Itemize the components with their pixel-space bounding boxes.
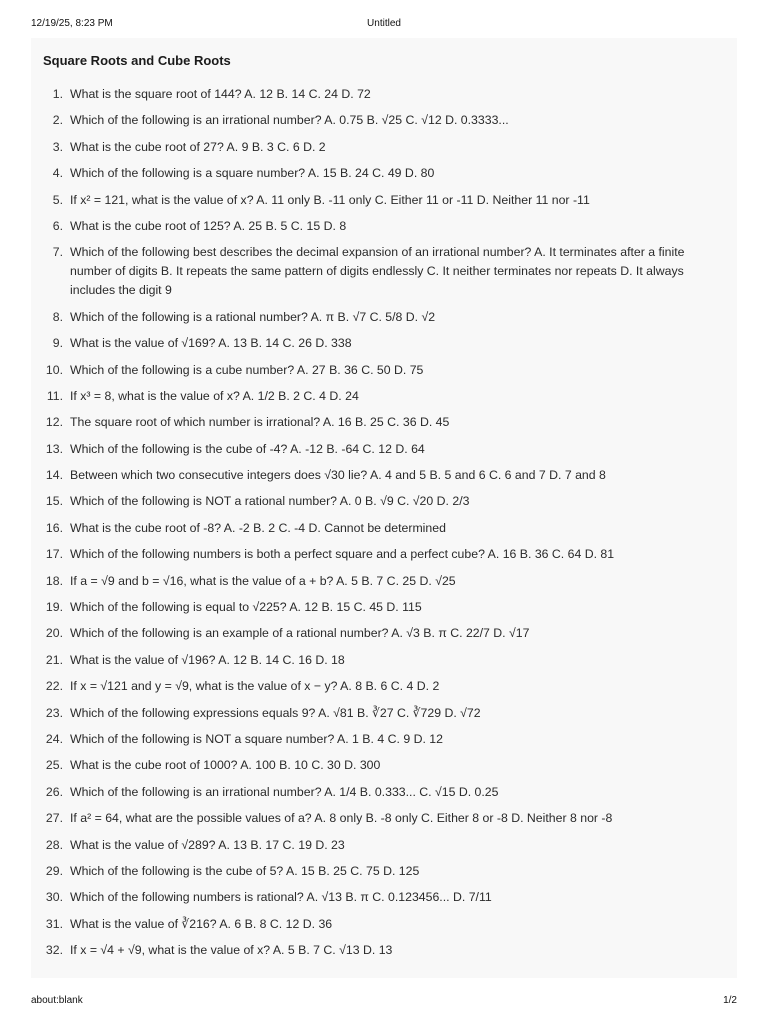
question-text: Which of the following is an example of a rational number? A. √3 B. π C. 22/7 D. √17 [70,626,530,641]
print-header [0,18,768,34]
question-text: If a = √9 and b = √16, what is the value of a + b? A. 5 B. 7 C. 25 D. √25 [70,573,456,588]
question-number: 9. [52,336,63,351]
question-item [31,730,737,749]
print-datetime: 12/19/25, 8:23 PM [31,18,113,29]
question-text: Which of the following is an irrational number? A. 1/4 B. 0.333... C. √15 D. 0.25 [70,784,499,799]
question-text: Which of the following is equal to √225? A. 12 B. 15 C. 45 D. 115 [70,600,422,615]
question-number: 16. [45,520,63,535]
question-text: Which of the following is the cube of 5? A. 15 B. 25 C. 75 D. 125 [70,863,420,878]
question-text: Which of the following is a cube number? A. 27 B. 36 C. 50 D. 75 [70,362,424,377]
question-number: 31. [45,916,63,931]
question-number: 15. [45,494,63,509]
question-number: 17. [45,547,63,562]
question-item [31,191,737,210]
question-number: 5. [52,192,63,207]
question-text: If x = √4 + √9, what is the value of x? A. 5 B. 7 C. √13 D. 13 [70,943,393,958]
question-item [31,836,737,855]
question-text: Which of the following is a square number? A. 15 B. 24 C. 49 D. 80 [70,166,435,181]
question-text: Which of the following is NOT a square number? A. 1 B. 4 C. 9 D. 12 [70,731,443,746]
question-number: 28. [45,837,63,852]
question-item [31,598,737,617]
question-text: Which of the following best describes the decimal expansion of an irrational number? A. It terminates after a finite number of digits B. It repeats the same pattern of digits endlessly C. It neither terminates nor repeats D. It always includes the digit 9 [70,245,685,298]
question-number: 7. [52,245,63,260]
question-text: What is the value of √289? A. 13 B. 17 C. 19 D. 23 [70,837,345,852]
question-item [31,704,737,723]
question-item [31,651,737,670]
question-item [31,915,737,934]
print-url: about:blank [31,995,83,1006]
question-item [31,361,737,380]
print-page-title: Untitled [367,18,401,29]
question-text: If x³ = 8, what is the value of x? A. 1/2 B. 2 C. 4 D. 24 [70,388,359,403]
question-item [31,862,737,881]
question-item [31,243,737,300]
question-item [31,164,737,183]
question-number: 13. [45,441,63,456]
question-item [31,308,737,327]
question-text: What is the cube root of 1000? A. 100 B. 10 C. 30 D. 300 [70,758,381,773]
question-number: 25. [45,758,63,773]
question-item [31,572,737,591]
question-item [31,519,737,538]
question-item [31,217,737,236]
question-item [31,941,737,960]
question-text: What is the cube root of 27? A. 9 B. 3 C. 6 D. 2 [70,139,326,154]
question-number: 14. [45,468,63,483]
question-number: 2. [52,113,63,128]
question-number: 29. [45,863,63,878]
question-item [31,677,737,696]
question-text: If x² = 121, what is the value of x? A. 11 only B. -11 only C. Either 11 or -11 D. Neither 11 nor -11 [70,192,590,207]
question-number: 4. [52,166,63,181]
question-text: Which of the following expressions equals 9? A. √81 B. ∛27 C. ∛729 D. √72 [70,705,481,720]
question-number: 23. [45,705,63,720]
question-number: 3. [52,139,63,154]
question-number: 1. [52,87,63,101]
question-text: Between which two consecutive integers does √30 lie? A. 4 and 5 B. 5 and 6 C. 6 and 7 D. 7 and 8 [70,468,606,483]
question-text: What is the square root of 144? A. 12 B. 14 C. 24 D. 72 [70,87,371,101]
question-item [31,466,737,485]
question-item [31,440,737,459]
question-text: Which of the following numbers is rational? A. √13 B. π C. 0.123456... D. 7/11 [70,890,492,905]
question-number: 26. [45,784,63,799]
question-item [31,888,737,907]
question-item [31,809,737,828]
question-item [31,492,737,511]
question-number: 19. [45,600,63,615]
question-item [31,545,737,564]
question-text: Which of the following numbers is both a perfect square and a perfect cube? A. 16 B. 36 C. 64 D. 81 [70,547,615,562]
question-number: 6. [52,218,63,233]
question-item [31,387,737,406]
question-text: If a² = 64, what are the possible values of a? A. 8 only B. -8 only C. Either 8 or -8 D. Neither 8 nor -8 [70,811,613,826]
print-page-number: 1/2 [723,995,737,1006]
document-title: Square Roots and Cube Roots [43,53,231,68]
question-number: 24. [45,731,63,746]
question-item [31,756,737,775]
question-number: 30. [45,890,63,905]
question-item [31,334,737,353]
question-item [31,111,737,130]
question-number: 22. [45,679,63,694]
question-text: Which of the following is an irrational number? A. 0.75 B. √25 C. √12 D. 0.3333... [70,113,509,128]
question-text: What is the cube root of -8? A. -2 B. 2 C. -4 D. Cannot be determined [70,520,446,535]
question-item [31,624,737,643]
question-text: What is the cube root of 125? A. 25 B. 5 C. 15 D. 8 [70,218,347,233]
question-list [31,85,737,968]
question-number: 11. [46,388,63,403]
question-text: Which of the following is the cube of -4? A. -12 B. -64 C. 12 D. 64 [70,441,425,456]
question-item [31,783,737,802]
question-number: 12. [45,415,63,430]
question-number: 20. [45,626,63,641]
question-number: 18. [45,573,63,588]
question-item [31,85,737,104]
document-body [31,38,737,978]
question-item [31,413,737,432]
question-number: 32. [45,943,63,958]
question-text: If x = √121 and y = √9, what is the value of x − y? A. 8 B. 6 C. 4 D. 2 [70,679,440,694]
question-number: 21. [45,652,63,667]
question-number: 27. [45,811,63,826]
question-number: 8. [52,309,63,324]
question-text: Which of the following is NOT a rational number? A. 0 B. √9 C. √20 D. 2/3 [70,494,470,509]
question-text: The square root of which number is irrational? A. 16 B. 25 C. 36 D. 45 [70,415,450,430]
question-number: 10. [45,362,63,377]
question-text: What is the value of √169? A. 13 B. 14 C. 26 D. 338 [70,336,352,351]
question-text: Which of the following is a rational number? A. π B. √7 C. 5/8 D. √2 [70,309,436,324]
question-text: What is the value of ∛216? A. 6 B. 8 C. 12 D. 36 [70,916,333,931]
question-item [31,138,737,157]
question-text: What is the value of √196? A. 12 B. 14 C. 16 D. 18 [70,652,345,667]
